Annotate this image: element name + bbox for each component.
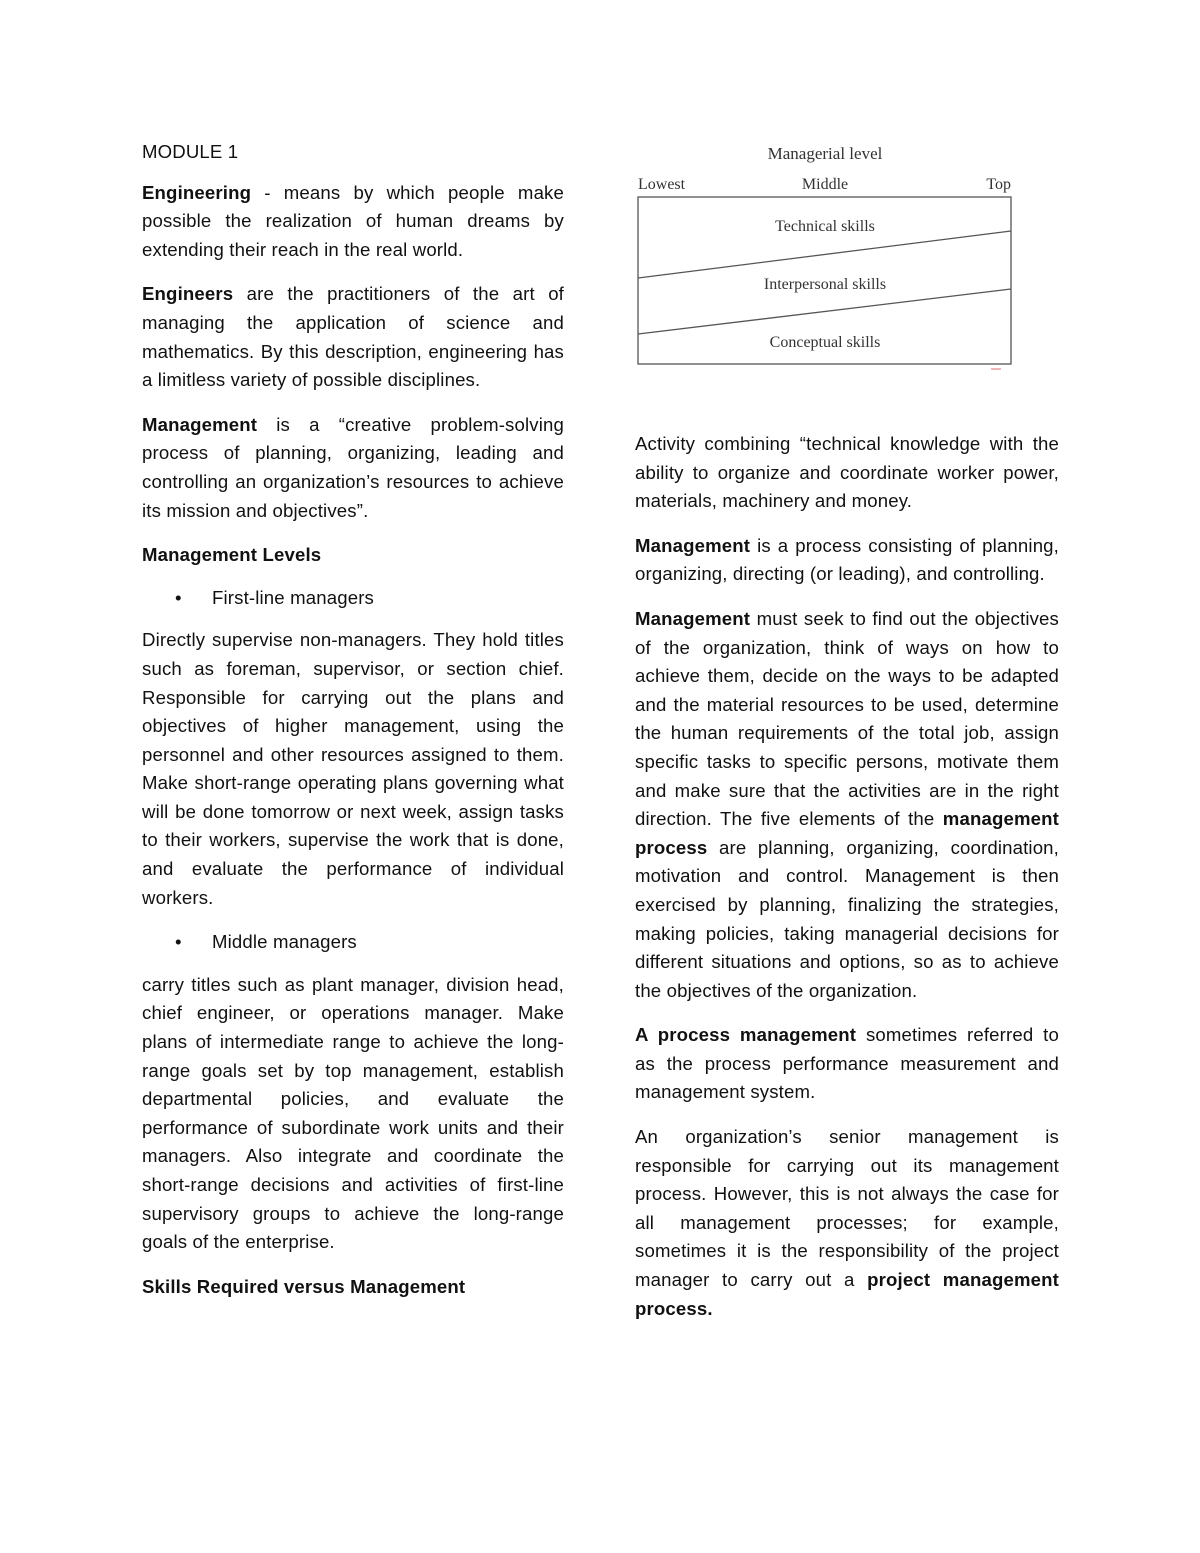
management-definition: is a “creative problem-solving process of planning, organizing, leading and controlling an organization’s resources to achieve its mission and objectives”. (142, 413, 564, 521)
objectives-text-a: must seek to find out the objectives of the organization, think of ways on how to achieve them, decide on the ways to be adapted and the material resources to be used, determine the human requirements of the total job, assign specific tasks to specific persons, motivate them and make sure that the activities are in the right direction. The five elements of the (635, 607, 1059, 830)
bullet-middle-managers (142, 928, 564, 957)
management-process-paragraph (635, 532, 1059, 589)
activity-paragraph: Activity combining “technical knowledge with the ability to organize and coordinate worker power, materials, machinery and money. (635, 433, 1059, 512)
bullet-first-line-managers (142, 584, 564, 613)
engineering-term: Engineering (142, 181, 252, 203)
management-term: Management (635, 534, 751, 556)
module-title: MODULE 1 (142, 141, 239, 162)
divider-line-lower (638, 289, 1011, 334)
bullet-dot-icon: • (175, 586, 182, 608)
bullet-label: Middle managers (212, 931, 357, 953)
figure-title: Managerial level (767, 144, 883, 163)
management-term: Management (142, 413, 258, 435)
conceptual-skills-label: Conceptual skills (769, 334, 881, 351)
skills-diagram (632, 140, 1052, 380)
process-management-text: sometimes referred to as the process performance measurement and management system. (635, 1024, 1059, 1103)
management-process-term: management process (635, 808, 1059, 858)
process-management-paragraph (635, 1021, 1059, 1107)
bullet-label: First-line managers (212, 586, 374, 608)
managerial-level-figure (632, 140, 1052, 380)
middle-managers-description: carry titles such as plant manager, division head, chief engineer, or operations manager. Make plans of intermediate range to achieve the long-range goals set by top management, establish departmental policies, and evaluate the performance of subordinate work units and their managers. Also integrate and coordinate the short-range decisions and activities of first-line supervisory groups to achieve the long-range goals of the enterprise. (142, 973, 564, 1253)
senior-management-text: An organization’s senior management is responsible for carrying out its management process. However, this is not always the case for all management processes; for example, sometimes it is the responsibility of the project manager to carry out a (635, 1126, 1059, 1291)
technical-skills-label: Technical skills (775, 218, 875, 235)
senior-management-paragraph (635, 1123, 1059, 1323)
management-objectives-paragraph (635, 605, 1059, 1005)
interpersonal-skills-label: Interpersonal skills (763, 276, 887, 293)
engineers-paragraph (142, 280, 564, 394)
engineering-paragraph (142, 179, 564, 265)
first-line-description: Directly supervise non-managers. They hold titles such as foreman, supervisor, or section chief. Responsible for carrying out the plans and objectives of higher management, using the personnel and other resources assigned to them. Make short-range operating plans governing what will be done tomorrow or next week, assign tasks to their workers, supervise the work that is done, and evaluate the performance of individual workers. (142, 629, 564, 908)
divider-line-upper (638, 231, 1011, 278)
label-lowest: Lowest (638, 176, 686, 193)
skills-heading: Skills Required versus Management (142, 1275, 466, 1297)
project-management-term: project management process. (635, 1269, 1059, 1319)
left-column (142, 138, 564, 1315)
right-column (635, 430, 1059, 1339)
management-paragraph (142, 411, 564, 525)
label-middle: Middle (801, 176, 849, 193)
engineering-definition: - means by which people make possible the realization of human dreams by extending their reach in the real world. (142, 181, 564, 260)
process-management-term: A process management (635, 1024, 857, 1046)
objectives-text-b: are planning, organizing, coordination, motivation and control. Management is then exercised by planning, finalizing the strategies, making policies, taking managerial decisions for different situations and options, so as to achieve the objectives of the organization. (635, 836, 1059, 1001)
engineers-definition: are the practitioners of the art of managing the application of science and mathematics. By this description, engineering has a limitless variety of possible disciplines. (142, 283, 564, 391)
management-process-text: is a process consisting of planning, organizing, directing (or leading), and controlling. (635, 534, 1059, 585)
label-top: Top (986, 176, 1011, 193)
bullet-dot-icon: • (175, 931, 182, 953)
management-term: Management (635, 607, 751, 629)
management-levels-heading: Management Levels (142, 544, 322, 566)
engineers-term: Engineers (142, 283, 234, 305)
